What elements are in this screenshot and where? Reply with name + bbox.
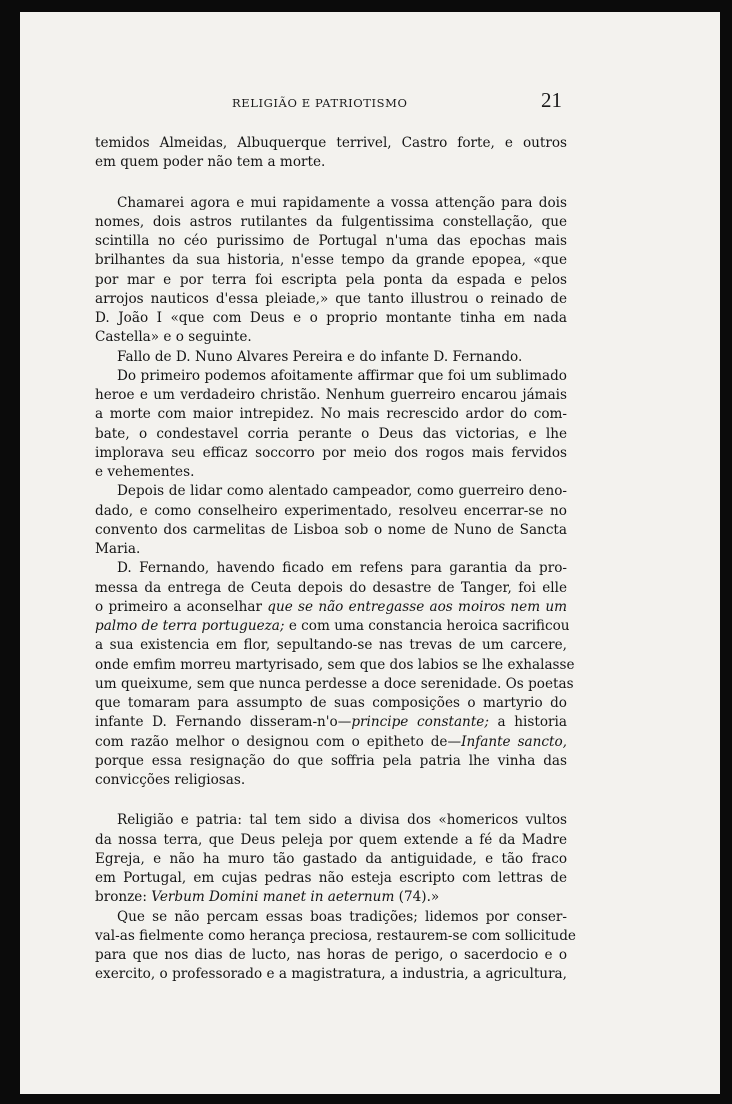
- text-line: [95, 888, 567, 907]
- text-line: messa da entrega de Ceuta depois do desastre de Tanger, foi elle: [95, 579, 567, 596]
- paragraph-8: [95, 908, 576, 985]
- text-line: em Portugal, em cujas pedras não esteja escripto com lettras de: [95, 870, 567, 886]
- page-number: 21: [541, 88, 562, 112]
- paragraph-3: [95, 348, 567, 367]
- text-line: arrojos nauticos d'essa pleiade,» que tanto illustrou o reinado de: [95, 290, 567, 307]
- text-run: com razão melhor o designou com o epitheto de—: [95, 733, 462, 750]
- text-line: brilhantes da sua historia, n'esse tempo da grande epopea, «que: [95, 252, 567, 269]
- text-run: a historia: [488, 714, 567, 731]
- text-run: (74).»: [394, 889, 440, 906]
- body-text: [95, 134, 576, 985]
- text-line: temidos Almeidas, Albuquerque terrivel, Castro forte, e outros: [95, 135, 567, 151]
- text-line: Fallo de D. Nuno Alvares Pereira e do infante D. Fernando.: [117, 348, 523, 365]
- italic-epithet: Infante sancto,: [461, 733, 567, 750]
- text-line: Castella» e o seguinte.: [95, 329, 252, 346]
- text-line: Maria.: [95, 541, 141, 557]
- text-run: bronze:: [95, 889, 152, 906]
- paragraph-5: [95, 482, 567, 559]
- text-line: um queixume, sem que nunca perdesse a doce serenidade. Os poetas: [95, 675, 574, 692]
- text-line: em quem poder não tem a morte.: [95, 154, 326, 171]
- text-line: exercito, o professorado e a magistratura, a industria, a agricultura,: [95, 966, 567, 983]
- paragraph-4: [95, 367, 567, 483]
- italic-quote: que se não entregasse aos moiros nem um: [267, 598, 567, 615]
- text-line: Egreja, e não ha muro tão gastado da antiguidade, e tão fraco: [95, 850, 567, 867]
- text-line: Religião e patria: tal tem sido a divisa dos «homericos vultos: [117, 812, 567, 829]
- text-line: D. João I «que com Deus e o proprio montante tinha em nada: [95, 310, 567, 326]
- text-line: val-as fielmente como herança preciosa, restaurem-se com sollicitude: [95, 927, 576, 944]
- text-line: da nossa terra, que Deus peleja por quem extende a fé da Madre: [95, 831, 567, 848]
- paragraph-1: [95, 134, 567, 173]
- text-line: porque essa resignação do que soffria pela patria lhe vinha das: [95, 752, 567, 769]
- text-line: que tomaram para assumpto de suas composições o martyrio do: [95, 695, 567, 711]
- latin-quote: Verbum Domini manet in aeternum: [151, 889, 395, 906]
- text-line: para que nos dias de lucto, nas horas de perigo, o sacerdocio e o: [95, 947, 567, 963]
- text-line: convicções religiosas.: [95, 772, 246, 788]
- text-line: [95, 713, 567, 732]
- text-run: infante D. Fernando disseram-n'o—: [95, 714, 352, 731]
- text-line: bate, o condestavel corria perante o Deus das victorias, e lhe: [95, 425, 567, 442]
- page-header: [20, 12, 720, 132]
- paragraph-6: [95, 559, 575, 790]
- text-line: a morte com maior intrepidez. No mais recrescido ardor do com-: [95, 406, 567, 423]
- text-line: onde emfim morreu martyrisado, sem que dos labios se lhe exhalasse: [95, 656, 575, 673]
- text-line: dado, e como conselheiro experimentado, resolveu encerrar-se no: [95, 502, 567, 519]
- text-line: Depois de lidar como alentado campeador, como guerreiro deno-: [117, 483, 567, 500]
- book-page: [20, 12, 720, 1094]
- text-line: implorava seu efficaz soccorro por meio dos rogos mais fervidos: [95, 444, 567, 461]
- text-line: Que se não percam essas boas tradições; lidemos por conser-: [117, 908, 567, 925]
- paragraph-2: [95, 194, 567, 348]
- text-line: [95, 617, 570, 636]
- text-line: convento dos carmelitas de Lisboa sob o nome de Nuno de Sancta: [95, 521, 567, 538]
- text-line: heroe e um verdadeiro christão. Nenhum guerreiro encarou jámais: [95, 387, 567, 403]
- text-line: scintilla no céo purissimo de Portugal n'uma das epochas mais: [95, 233, 567, 249]
- running-title: RELIGIÃO E PATRIOTISMO: [232, 96, 408, 110]
- text-run: e com uma constancia heroica sacrificou: [284, 618, 570, 634]
- text-line: Chamarei agora e mui rapidamente a vossa attenção para dois: [117, 194, 567, 211]
- text-line: [95, 733, 567, 752]
- text-run: o primeiro a aconselhar: [95, 598, 268, 615]
- text-line: e vehementes.: [95, 464, 195, 480]
- text-line: nomes, dois astros rutilantes da fulgentissima constellação, que: [95, 213, 567, 230]
- text-line: Do primeiro podemos afoitamente affirmar que foi um sublimado: [117, 367, 567, 384]
- text-line: a sua existencia em flor, sepultando-se nas trevas de um carcere,: [95, 637, 567, 654]
- text-line: por mar e por terra foi escripta pela ponta da espada e pelos: [95, 271, 567, 288]
- italic-epithet: principe constante;: [351, 714, 489, 731]
- text-line: [95, 598, 567, 617]
- text-line: D. Fernando, havendo ficado em refens para garantia da pro-: [117, 560, 567, 577]
- italic-quote: palmo de terra portugueza;: [95, 618, 285, 634]
- paragraph-7: [95, 811, 567, 907]
